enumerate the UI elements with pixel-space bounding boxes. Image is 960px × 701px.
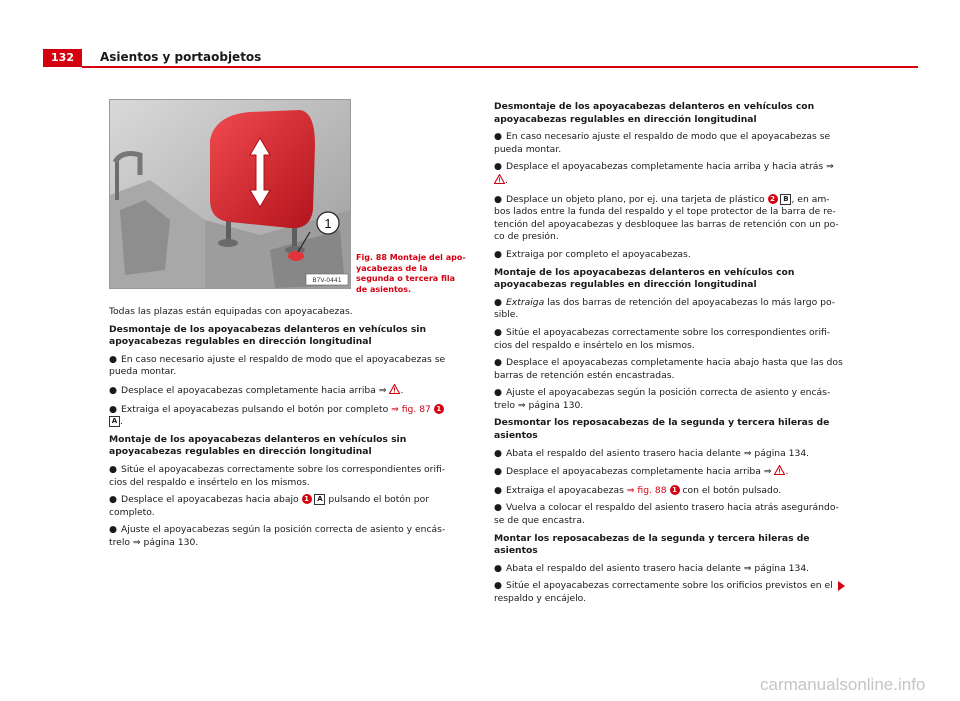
page-title: Asientos y portaobjetos: [100, 50, 262, 64]
bullet: ●: [494, 131, 503, 143]
section-heading: Montaje de los apoyacabezas delanteros en vehículos con apoyacabezas regulables en dirección longitudinal: [494, 266, 795, 291]
position-letter-box: A: [109, 416, 120, 427]
list-item: ● Desplace el apoyacabezas completamente hacia abajo hasta que las dos barras de retención estén encastradas.: [494, 357, 843, 381]
section-heading: Desmontar los reposacabezas de la segunda y tercera hileras de asientos: [494, 417, 830, 442]
list-item: ● Sitúe el apoyacabezas correctamente sobre los correspondientes orifi- cios del respaldo e insértelo en los mismos.: [494, 326, 831, 351]
warning-triangle-icon[interactable]: [494, 174, 505, 189]
section-heading: Montar los reposacabezas de la segunda y tercera hileras de asientos: [494, 532, 810, 557]
position-letter-box: B: [780, 194, 791, 205]
bullet: ●: [109, 494, 118, 506]
section-heading: Montaje de los apoyacabezas delanteros en vehículos sin apoyacabezas regulables en dirección longitudinal: [109, 433, 407, 458]
position-letter-box: A: [314, 494, 325, 505]
section-heading: Desmontaje de los apoyacabezas delanteros en vehículos sin apoyacabezas regulables en dirección longitudinal: [109, 323, 426, 348]
list-item: ● Desplace el apoyacabezas hacia abajo 1 A pulsando el botón por completo.: [109, 494, 430, 518]
bullet: ●: [494, 248, 503, 260]
figure-caption-text: Montaje del apo- yacabezas de la segunda o tercera fila de asientos.: [356, 253, 466, 294]
figure-reference-link[interactable]: ⇒ fig. 87: [391, 403, 431, 415]
figure-caption: [356, 253, 466, 295]
figure-image-code: B7V-0441: [312, 277, 342, 284]
watermark: carmanualsonline.info: [760, 675, 926, 694]
figure-88: [109, 99, 351, 289]
page-number: 132: [51, 51, 74, 64]
figure-callout-number: 1: [324, 216, 332, 231]
bullet: ●: [494, 326, 503, 338]
list-item: ● Ajuste el apoyacabezas según la posición correcta de asiento y encás- trelo ⇒ página 130.: [109, 524, 446, 548]
headrest-illustration: [110, 100, 350, 288]
bullet: ●: [109, 384, 118, 396]
list-item: ● Abata el respaldo del asiento trasero hacia delante ⇒ página 134.: [494, 447, 810, 459]
bullet: ●: [494, 296, 503, 308]
list-item: ● Vuelva a colocar el respaldo del asiento trasero hacia atrás asegurándo- se de que encastra.: [494, 502, 839, 527]
left-column: [109, 306, 454, 555]
bullet: ●: [494, 447, 503, 459]
bullet: ●: [494, 484, 503, 496]
list-item: ● Desplace un objeto plano, por ej. una tarjeta de plástico 2 B , en am- bos lados entre la funda del respaldo y el tope protector de la barra de re- tención del apoyacabezas y desbloquee las barras de retención con un po- co de presión.: [494, 193, 839, 243]
list-item: ● Extraiga las dos barras de retención del apoyacabezas lo más largo po- sible.: [494, 296, 836, 321]
header-rule: [82, 66, 918, 68]
list-item: ● En caso necesario ajuste el respaldo de modo que el apoyacabezas se pueda montar.: [494, 131, 831, 155]
list-item: ● En caso necesario ajuste el respaldo de modo que el apoyacabezas se pueda montar.: [109, 353, 446, 378]
bullet: ●: [494, 387, 503, 399]
bullet: ●: [109, 463, 118, 475]
list-item: ● Sitúe el apoyacabezas correctamente sobre los correspondientes orifi- cios del respaldo e insértelo en los mismos.: [109, 463, 446, 488]
bullet: ●: [109, 353, 118, 365]
bullet: ●: [494, 562, 503, 574]
figure-caption-label: Fig. 88: [356, 253, 387, 262]
list-item: ● Sitúe el apoyacabezas correctamente sobre los orificios previstos en el respaldo y encájelo.: [494, 580, 833, 604]
bullet: ●: [494, 161, 503, 173]
list-item: ● Desplace el apoyacabezas completamente hacia arriba ⇒ .: [109, 384, 454, 399]
figure-reference-link[interactable]: ⇒ fig. 88: [626, 484, 667, 496]
intro-text: Todas las plazas están equipadas con apoyacabezas.: [109, 306, 353, 317]
bullet: ●: [109, 524, 118, 536]
bullet: ●: [494, 466, 503, 478]
bullet: ●: [494, 357, 503, 369]
bullet: ●: [109, 403, 118, 415]
warning-triangle-icon[interactable]: [774, 465, 785, 480]
item-number-badge: 1: [434, 404, 444, 414]
list-item: ● Ajuste el apoyacabezas según la posición correcta de asiento y encás- trelo ⇒ página 130.: [494, 387, 831, 411]
item-number-badge: 2: [768, 194, 778, 204]
right-column: [494, 101, 846, 611]
list-item: ● Extraiga por completo el apoyacabezas.: [494, 248, 691, 260]
item-number-badge: 1: [302, 494, 312, 504]
list-item: ● Desplace el apoyacabezas completamente hacia arriba y hacia atrás ⇒ .: [494, 161, 846, 188]
item-number-badge: 1: [670, 485, 680, 495]
bullet: ●: [494, 193, 503, 205]
warning-triangle-icon[interactable]: [389, 384, 400, 399]
list-item: ● Abata el respaldo del asiento trasero hacia delante ⇒ página 134.: [494, 562, 810, 574]
bullet: ●: [494, 502, 503, 514]
section-heading: Desmontaje de los apoyacabezas delanteros en vehículos con apoyacabezas regulables en dirección longitudinal: [494, 101, 815, 125]
bullet: ●: [494, 580, 503, 592]
continue-arrow-icon: [838, 581, 845, 591]
list-item: ● Desplace el apoyacabezas completamente hacia arriba ⇒ .: [494, 465, 846, 480]
list-item: ● Extraiga el apoyacabezas pulsando el botón por completo ⇒ fig. 87 1 A .: [109, 404, 454, 429]
list-item: ● Extraiga el apoyacabezas ⇒ fig. 88 1 con el botón pulsado.: [494, 484, 782, 496]
